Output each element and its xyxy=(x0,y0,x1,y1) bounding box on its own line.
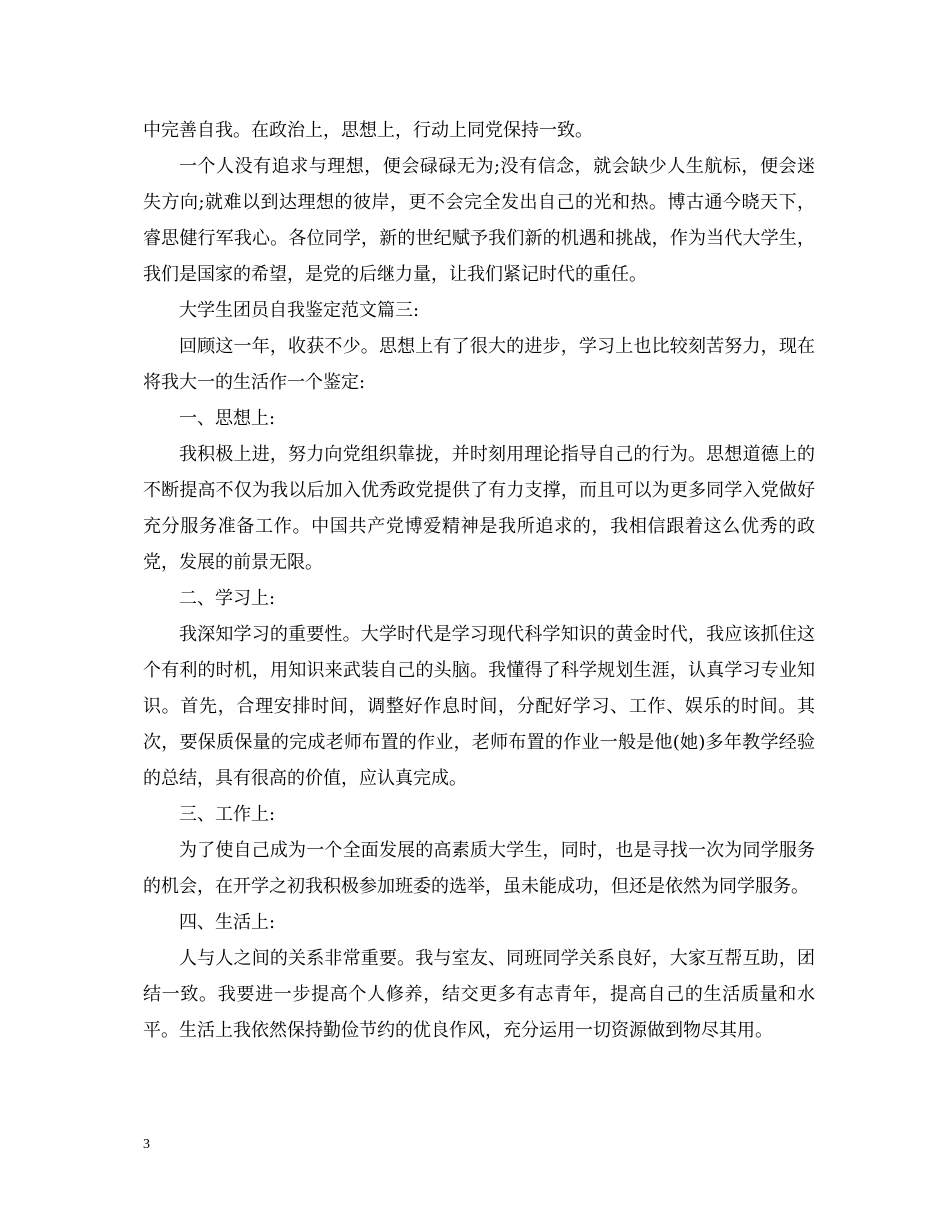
paragraph-ideals: 一个人没有追求与理想，便会碌碌无为;没有信念，就会缺少人生航标，便会迷失方向;就难以到达理想的彼岸，更不会完全发出自己的光和热。博古通今晓天下，睿思健行军我心。各位同学，新的世纪赋予我们新的机遇和挑战，作为当代大学生，我们是国家的希望，是党的后继力量，让我们紧记时代的重任。 xyxy=(143,156,815,285)
paragraph-work: 为了使自己成为一个全面发展的高素质大学生，同时，也是寻找一次为同学服务的机会，在开学之初我积极参加班委的选举，虽未能成功，但还是依然为同学服务。 xyxy=(143,840,815,897)
page-number: 3 xyxy=(143,1137,150,1152)
paragraph-life: 人与人之间的关系非常重要。我与室友、同班同学关系良好，大家互帮互助，团结一致。我要进一步提高个人修养，结交更多有志青年，提高自己的生活质量和水平。生活上我依然保持勤俭节约的优良作风，充分运用一切资源做到物尽其用。 xyxy=(143,948,815,1041)
paragraph-continuation: 中完善自我。在政治上，思想上，行动上同党保持一致。 xyxy=(143,120,593,141)
paragraph-thought: 我积极上进，努力向党组织靠拢，并时刻用理论指导自己的行为。思想道德上的不断提高不仅为我以后加入优秀政党提供了有力支撑，而且可以为更多同学入党做好充分服务准备工作。中国共产党博爱精神是我所追求的，我相信跟着这么优秀的政党，发展的前景无限。 xyxy=(143,444,815,573)
document-body xyxy=(143,113,815,1049)
subheading-work: 三、工作上: xyxy=(179,804,276,825)
subheading-study: 二、学习上: xyxy=(179,588,276,609)
paragraph-review: 回顾这一年，收获不少。思想上有了很大的进步，学习上也比较刻苦努力，现在将我大一的生活作一个鉴定: xyxy=(143,336,815,393)
paragraph-study: 我深知学习的重要性。大学时代是学习现代科学知识的黄金时代，我应该抓住这个有利的时机，用知识来武装自己的头脑。我懂得了科学规划生涯，认真学习专业知识。首先，合理安排时间，调整好作息时间，分配好学习、工作、娱乐的时间。其次，要保质保量的完成老师布置的作业，老师布置的作业一般是他(她)多年教学经验的总结，具有很高的价值，应认真完成。 xyxy=(143,624,815,789)
section-heading-sample-three: 大学生团员自我鉴定范文篇三: xyxy=(179,300,420,321)
subheading-thought: 一、思想上: xyxy=(179,408,276,429)
subheading-life: 四、生活上: xyxy=(179,912,276,933)
